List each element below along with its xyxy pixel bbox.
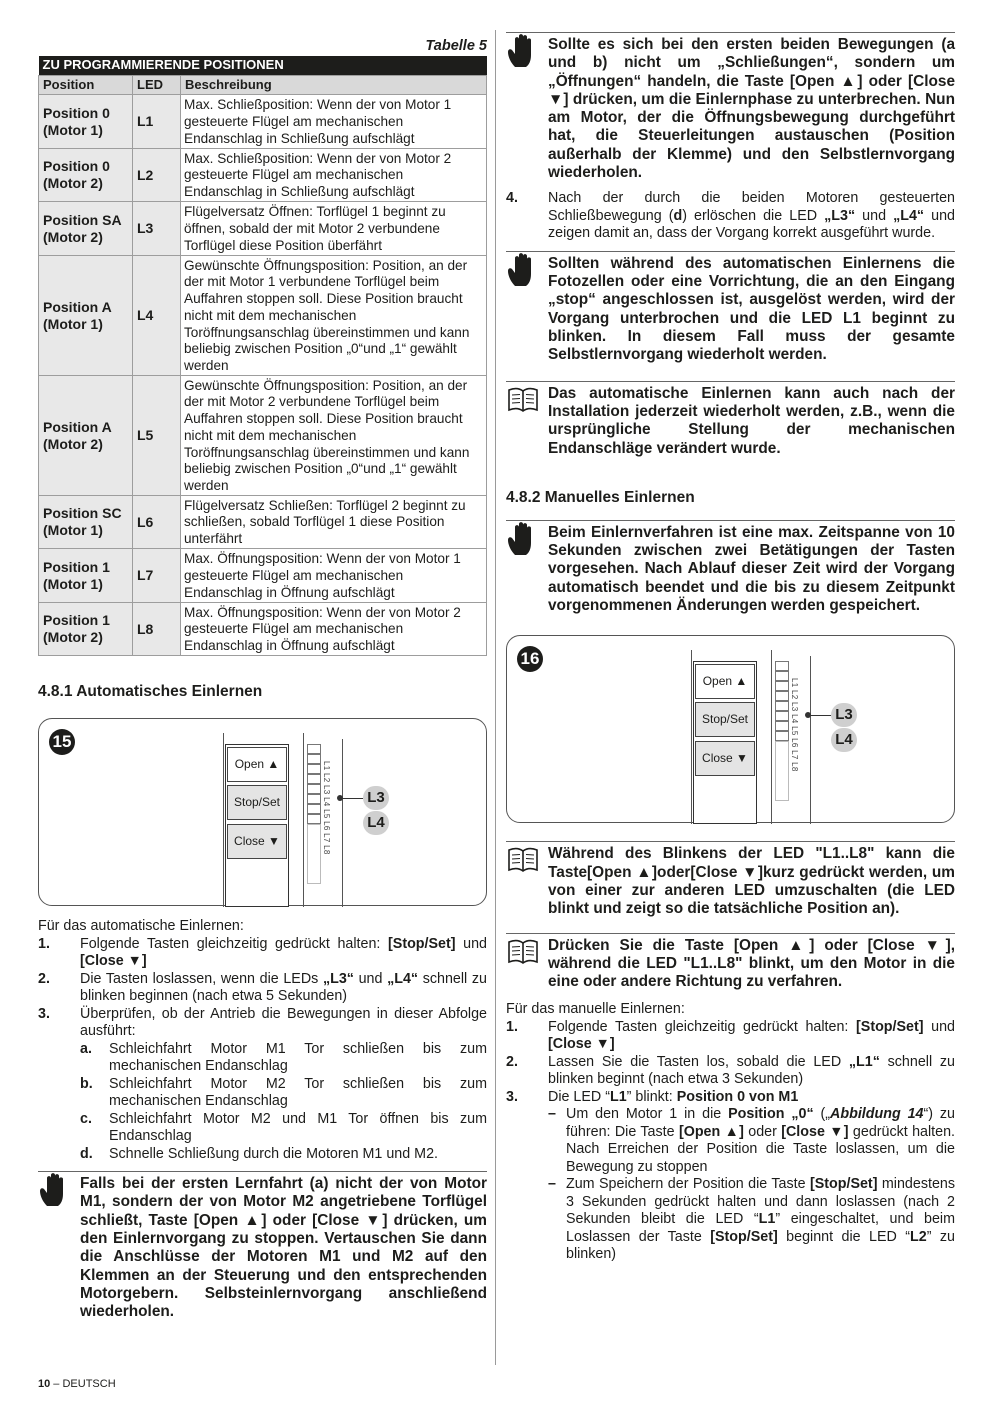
step-text: oder <box>743 1123 782 1140</box>
sub-step-number: b. <box>80 1075 93 1092</box>
description-cell: Max. Öffnungsposition: Wenn der von Motor 2 gesteuerte Flügel am mechanischen Endanschlag in Öffnung aufschlägt <box>181 603 487 656</box>
table-caption: Tabelle 5 <box>425 38 487 54</box>
page-footer <box>38 1376 116 1394</box>
section-heading-482: 4.8.2 Manuelles Einlernen <box>506 488 695 506</box>
table-row <box>39 496 487 549</box>
key-label: [Stop/Set] <box>809 1176 878 1193</box>
auto-step-1 <box>38 936 487 971</box>
description-cell: Gewünschte Öffnungsposition: Position, an der der mit Motor 2 verbundene Torflügel beim Auffahren stoppen soll. Diese Position braucht nicht mit dem mechanischen Toröffnungsanschlag übereinstimmen und kann beliebig zwischen Position „0“und „1“ gewählt werden <box>181 376 487 496</box>
position-name: Position A <box>43 418 112 435</box>
led-cell: L1 <box>133 95 181 149</box>
step-text: Folgende Tasten gleichzeitig gedrückt halten: <box>80 935 389 952</box>
sub-step-number: c. <box>80 1110 92 1127</box>
key-label: [Stop/Set] <box>710 1228 778 1245</box>
step-text: und <box>855 207 894 224</box>
step-text: ” eingeschaltet, und beim Loslassen der Taste <box>566 1211 955 1245</box>
book-icon <box>506 386 540 414</box>
step-text: („ <box>813 1106 831 1123</box>
led-labels: L1 L2 L3 L4 L5 L6 L7 L8 <box>790 678 799 772</box>
led-labels: L1 L2 L3 L4 L5 L6 L7 L8 <box>322 761 331 855</box>
warning-hand-icon <box>506 521 538 557</box>
sub-step-text: Schleichfahrt Motor M1 Tor schließen bis zum mechanischen Endanschlag <box>109 1040 487 1075</box>
sub-step-a <box>80 1041 487 1076</box>
note-text: Drücken Sie die Taste [Open ▲] oder [Close ▼], während die LED "L1..L8" blinkt, um den Motor in die eine oder andere Richtung zu verfahren. <box>548 936 955 991</box>
step-number: 4. <box>506 190 518 207</box>
led-badge-l4: L4 <box>363 811 389 835</box>
sub-step-d <box>80 1146 487 1164</box>
position-label: Position „0“ <box>728 1106 814 1123</box>
led-label: „L3“ <box>824 207 856 224</box>
info-note-repeat <box>506 381 955 458</box>
led-cell: L2 <box>133 149 181 202</box>
sub-step-number: a. <box>80 1040 92 1057</box>
step-text: gedrückt halten. Nach Erreichen der Position die Taste loslassen, um die Bewegung zu stoppen <box>566 1123 956 1175</box>
led-indicator <box>307 744 321 754</box>
led-label: „L1“ <box>848 1053 880 1070</box>
warning-hand-icon <box>506 33 538 69</box>
step-text: Um den Motor 1 in die <box>566 1106 729 1123</box>
step-text: ) erlöschen die LED <box>682 207 825 224</box>
warning-hand-icon <box>506 252 538 288</box>
figure-number: 15 <box>49 729 75 755</box>
note-text: Sollte es sich bei den ersten beiden Bewegungen (a und b) nicht um „Schließungen“, sondern um „Öffnungen“ handeln, die Taste [Open ▲] oder [Close ▼] drücken, um die Einlernphase zu unterbrechen. Nun am Motor, der die Öffnungsbewegung durchgeführt hat, die Steuerleitungen austauschen (Position außerhalb der Klemme) und den Selbstlernvorgang wiederholen. <box>548 36 955 182</box>
figure-number: 16 <box>517 646 543 672</box>
step-text: Zum Speichern der Position die Taste <box>566 1176 810 1193</box>
step-number: 1. <box>506 1018 518 1035</box>
auto-step-4 <box>506 190 955 243</box>
stop-set-button[interactable]: Stop/Set <box>227 785 287 820</box>
position-motor: (Motor 1) <box>43 575 103 592</box>
column-divider <box>495 30 496 1365</box>
button-panel <box>225 744 289 907</box>
position-label: Position 0 von M1 <box>676 1088 799 1105</box>
position-name: Position SC <box>43 505 122 522</box>
table-row <box>39 376 487 496</box>
callout-line <box>809 715 831 716</box>
led-cell: L3 <box>133 202 181 256</box>
callout-line <box>341 798 363 799</box>
position-name: Position 1 <box>43 612 110 629</box>
figure-16 <box>506 635 955 823</box>
description-cell: Max. Schließposition: Wenn der von Motor 1 gesteuerte Flügel am mechanischen Endanschlag in Schließung aufschlägt <box>181 95 487 149</box>
step-text: Lassen Sie die Tasten los, sobald die LED <box>548 1053 849 1070</box>
step-text: Überprüfen, ob der Antrieb die Bewegungen in dieser Abfolge ausführt: <box>80 1005 487 1040</box>
position-motor: (Motor 1) <box>43 522 103 539</box>
right-column <box>506 32 955 1264</box>
warning-note-timeout <box>506 520 955 615</box>
note-text: Sollten während des automatischen Einlernens die Fotozellen oder eine Vorrichtung, die an den Eingang „stop“ angeschlossen ist, ausgelöst werden, wird der Vorgang unterbrochen und die LED L1 beginnt zu blinken. In diesem Fall muss der gesamte Selbstlernvorgang wiederholt werden. <box>548 254 955 364</box>
led-label: „L4“ <box>893 207 925 224</box>
position-motor: (Motor 2) <box>43 228 103 245</box>
key-label: [Close ▼] <box>781 1123 849 1140</box>
board-edge <box>810 656 811 824</box>
dash-step-save <box>548 1176 955 1264</box>
led-badge-l3: L3 <box>831 703 857 727</box>
step-text: Folgende Tasten gleichzeitig gedrückt halten: <box>548 1018 857 1035</box>
close-button[interactable]: Close ▼ <box>695 741 755 776</box>
led-cell: L5 <box>133 376 181 496</box>
step-number: 3. <box>38 1005 50 1022</box>
panel-edge <box>771 650 772 824</box>
table-row <box>39 95 487 149</box>
sub-step-text: Schnelle Schließung durch die Motoren M1 und M2. <box>109 1145 439 1162</box>
led-label: L1 <box>609 1088 627 1105</box>
auto-step-2 <box>38 971 487 1006</box>
warning-hand-icon <box>38 1172 70 1208</box>
table-title: ZU PROGRAMMIERENDE POSITIONEN <box>39 56 487 75</box>
step-text: und <box>455 935 487 952</box>
manual-intro: Für das manuelle Einlernen: <box>506 1001 685 1018</box>
step-text: und zeigen damit an, dass der Vorgang korrekt ausgeführt wurde. <box>548 207 955 242</box>
table-row <box>39 256 487 376</box>
key-label: [Stop/Set] <box>388 935 456 952</box>
close-button[interactable]: Close ▼ <box>227 824 287 859</box>
info-note-move-motor <box>506 933 955 992</box>
auto-step-3 <box>38 1006 487 1164</box>
button-panel <box>693 661 757 824</box>
manual-step-1 <box>506 1019 955 1054</box>
description-cell: Flügelversatz Schließen: Torflügel 2 beginnt zu schließen, sobald Torflügel 1 diese Position unterfährt <box>181 496 487 549</box>
position-name: Position 1 <box>43 558 110 575</box>
stop-set-button[interactable]: Stop/Set <box>695 702 755 737</box>
position-name: Position A <box>43 298 112 315</box>
panel-edge <box>303 733 304 907</box>
book-icon <box>506 938 540 966</box>
led-badge-l4: L4 <box>831 728 857 752</box>
position-motor: (Motor 2) <box>43 175 103 192</box>
description-cell: Max. Öffnungsposition: Wenn der von Motor 1 gesteuerte Flügel am mechanischen Endanschlag in Öffnung aufschlägt <box>181 549 487 603</box>
led-label: L2 <box>910 1228 927 1245</box>
page-number: 10 <box>38 1378 51 1390</box>
step-letter: d <box>673 207 683 224</box>
left-column <box>38 36 487 1322</box>
open-button[interactable]: Open ▲ <box>227 747 287 782</box>
sub-step-c <box>80 1111 487 1146</box>
manual-step-3 <box>506 1089 955 1264</box>
led-cell: L6 <box>133 496 181 549</box>
warning-note-direction <box>506 32 955 182</box>
section-heading-481: 4.8.1 Automatisches Einlernen <box>38 683 263 701</box>
step-text: ” blinkt: <box>626 1088 677 1105</box>
position-motor: (Motor 1) <box>43 121 103 138</box>
info-note-switch-led <box>506 841 955 918</box>
panel-edge <box>223 733 224 907</box>
position-name: Position SA <box>43 211 122 228</box>
panel-edge <box>691 650 692 824</box>
positions-table <box>38 56 487 656</box>
position-name: Position 0 <box>43 158 110 175</box>
sub-step-text: Schleichfahrt Motor M2 Tor schließen bis zum mechanischen Endanschlag <box>109 1075 487 1110</box>
step-text: Nach der durch die beiden Motoren gesteuerten Schließbewegung ( <box>548 190 955 224</box>
warning-note-photocells <box>506 251 955 365</box>
figure-reference: Abbildung 14 <box>830 1106 924 1123</box>
description-cell: Gewünschte Öffnungsposition: Position, an der der mit Motor 1 verbundene Torflügel beim Auffahren stoppen soll. Diese Position braucht nicht mit dem mechanischen Toröffnungsanschlag übereinstimmen und kann beliebig zwischen Position „0“und „1“ gewählt werden <box>181 256 487 376</box>
manual-step-2 <box>506 1054 955 1089</box>
step-text: und <box>353 970 388 987</box>
step-number: 3. <box>506 1088 518 1105</box>
sub-step-b <box>80 1076 487 1111</box>
sub-step-number: d. <box>80 1145 93 1162</box>
step-number: 2. <box>506 1053 518 1070</box>
auto-intro: Für das automatische Einlernen: <box>38 918 244 935</box>
note-text: Beim Einlernverfahren ist eine max. Zeitspanne von 10 Sekunden zwischen zwei Betätigungen der Tasten vorgesehen. Nach Ablauf dieser Zeit wird der Vorgang automatisch beendet und die bis zu diesem Zeitpunkt vorgenommenen Änderungen werden gespeichert. <box>548 523 955 615</box>
led-label: L1 <box>758 1211 776 1228</box>
step-number: 2. <box>38 970 50 987</box>
step-text: mindestens 3 Sekunden gedrückt halten und dann loslassen (nach 2 Sekunden bleibt die LED “ <box>566 1176 955 1228</box>
dash-marker: – <box>548 1106 556 1123</box>
table-row <box>39 149 487 202</box>
led-badge-l3: L3 <box>363 786 389 810</box>
figure-15 <box>38 718 487 906</box>
note-text: Falls bei der ersten Lernfahrt (a) nicht der von Motor M1, sondern der von Motor M2 angetriebene Torflügel schließt, Taste [Open ▲] oder [Close ▼] drücken, um den Einlernvorgang zu stoppen. Vertauschen Sie dann die Anschlüsse der Motoren M1 und M2 auf den Klemmen an der Steuerung und den entsprechenden Motorgebern. Selbsteinlernvorgang anschließend wiederholen. <box>80 1175 487 1321</box>
step-text: schnell zu blinken beginnen (nach etwa 5 Sekunden) <box>80 970 487 1005</box>
step-text: schnell zu blinken beginnt (nach etwa 3 Sekunden) <box>548 1053 955 1088</box>
dash-marker: – <box>548 1176 556 1193</box>
led-indicator <box>775 661 789 671</box>
led-cell: L4 <box>133 256 181 376</box>
header-position: Position <box>39 75 133 95</box>
table-row <box>39 603 487 656</box>
led-label: „L4“ <box>387 970 419 987</box>
step-text: und <box>923 1018 955 1035</box>
key-label: [Stop/Set] <box>856 1018 924 1035</box>
position-motor: (Motor 2) <box>43 435 103 452</box>
step-number: 1. <box>38 935 50 952</box>
board-edge <box>342 739 343 907</box>
led-cell: L7 <box>133 549 181 603</box>
position-name: Position 0 <box>43 104 110 121</box>
step-text: beginnt die LED “ <box>777 1228 911 1245</box>
step-text: Die LED “ <box>548 1088 610 1105</box>
description-cell: Flügelversatz Öffnen: Torflügel 1 beginnt zu öffnen, sobald der mit Motor 2 verbundene Torflügel diese Position überfährt <box>181 202 487 256</box>
header-led: LED <box>133 75 181 95</box>
footer-language: – DEUTSCH <box>50 1378 116 1390</box>
table-row <box>39 549 487 603</box>
table-row <box>39 202 487 256</box>
led-cell: L8 <box>133 603 181 656</box>
note-text: Während des Blinkens der LED "L1..L8" kann die Taste[Open ▲]oder[Close ▼]kurz gedrückt werden, um von einer zur anderen LED umzuschalten (die LED blinkt und zeigt so die tatsächliche Position an). <box>548 845 955 918</box>
warning-note-motor-swap <box>38 1171 487 1321</box>
key-label: [Close ▼] <box>80 953 147 970</box>
position-motor: (Motor 2) <box>43 629 103 646</box>
sub-step-text: Schleichfahrt Motor M2 und M1 Tor öffnen bis zum Endanschlag <box>109 1110 487 1145</box>
note-text: Das automatische Einlernen kann auch nach der Installation jederzeit wiederholt werden, z.B., wenn die ursprüngliche Stellung der mechanischen Endanschläge verändert wurde. <box>548 384 955 457</box>
description-cell: Max. Schließposition: Wenn der von Motor 2 gesteuerte Flügel am mechanischen Endanschlag in Schließung aufschlägt <box>181 149 487 202</box>
key-label: [Close ▼] <box>548 1036 615 1053</box>
step-text: “) zu führen: Die Taste <box>566 1106 955 1140</box>
open-button[interactable]: Open ▲ <box>695 664 755 699</box>
dash-step-move <box>548 1106 955 1176</box>
position-motor: (Motor 1) <box>43 315 103 332</box>
key-label: [Open ▲] <box>678 1123 744 1140</box>
book-icon <box>506 846 540 874</box>
led-label: „L3“ <box>322 970 354 987</box>
step-text: ” zu blinken) <box>566 1228 955 1263</box>
step-text: Die Tasten loslassen, wenn die LEDs <box>80 970 323 987</box>
header-description: Beschreibung <box>181 75 487 95</box>
